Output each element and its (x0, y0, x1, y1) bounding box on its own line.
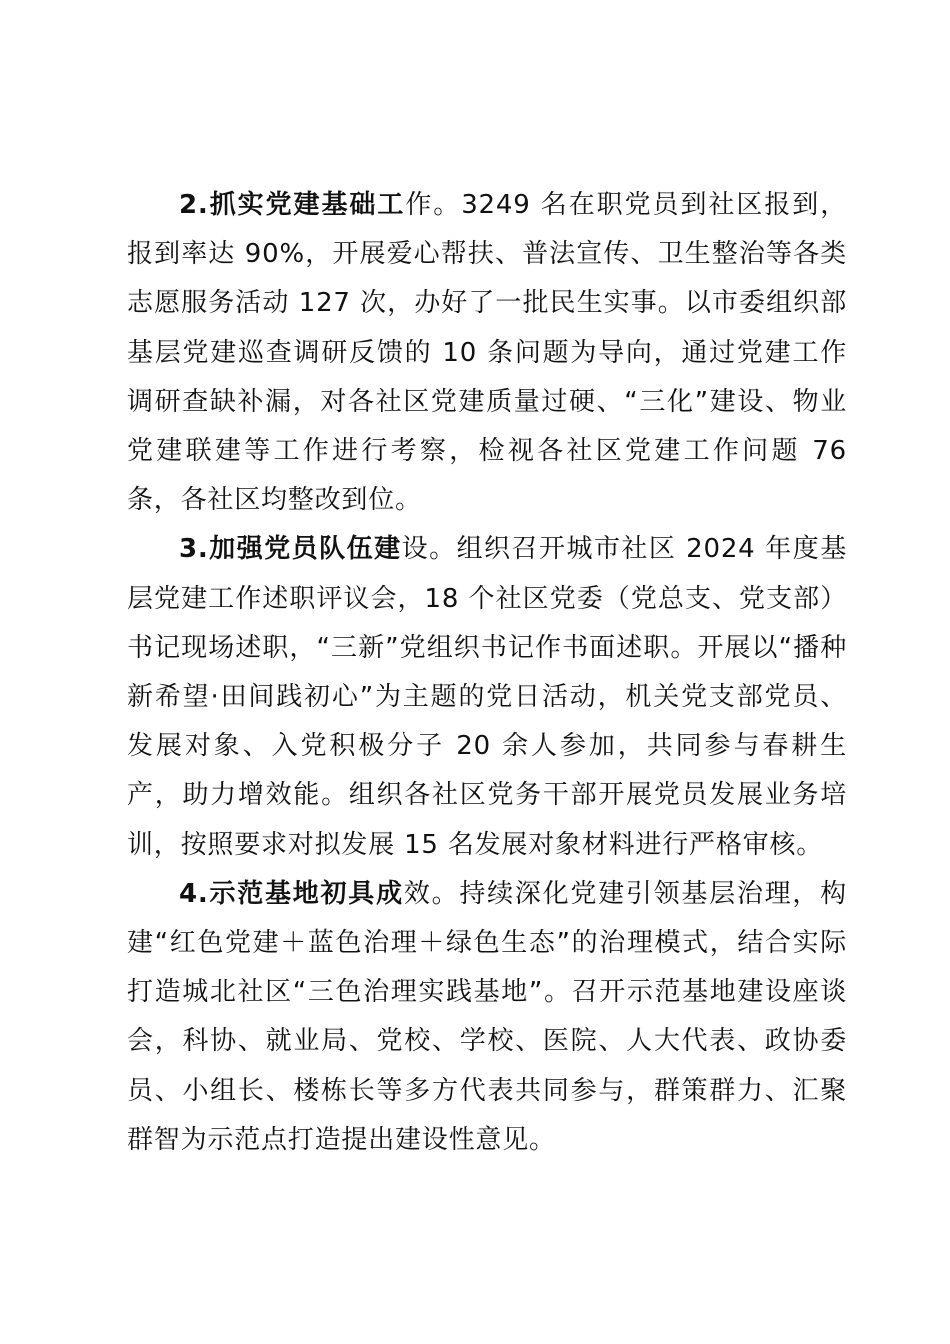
paragraph-body: 效。持续深化党建引领基层治理，构建“红色党建＋蓝色治理＋绿色生态”的治理模式，结合实际打造城北社区“三色治理实践基地”。召开示范基地建设座谈会，科协、就业局、党校、学校、医院、人大代表、政协委员、小组长、楼栋长等多方代表共同参与，群策群力、汇聚群智为示范点打造提出建设性意见。 (127, 878, 847, 1155)
paragraph-heading: 3.加强党员队伍建 (179, 534, 402, 565)
document-page (127, 181, 847, 1165)
paragraph-demo-base (127, 870, 847, 1165)
paragraph-party-team (127, 525, 847, 869)
paragraph-heading: 2.抓实党建基础工 (179, 190, 406, 220)
paragraph-body: 设。组织召开城市社区 2024 年度基层党建工作述职评议会，18 个社区党委（党总支、党支部）书记现场述职，“三新”党组织书记作书面述职。开展以“播种新希望·田间践初心”为主题的党日活动，机关党支部党员、发展对象、入党积极分子 20 余人参加，共同参与春耕生产，助力增效能。组织各社区党务干部开展党员发展业务培训，按照要求对拟发展 15 名发展对象材料进行严格审核。 (127, 534, 848, 860)
paragraph-heading: 4.示范基地初具成 (179, 878, 404, 909)
paragraph-body: 作。3249 名在职党员到社区报到，报到率达 90%，开展爱心帮扶、普法宣传、卫生整治等各类志愿服务活动 127 次，办好了一批民生实事。以市委组织部基层党建巡查调研反馈的 10 条问题为导向，通过党建工作调研查缺补漏，对各社区党建质量过硬、“三化”建设、物业党建联建等工作进行考察，检视各社区党建工作问题 76 条，各社区均整改到位。 (127, 190, 847, 516)
paragraph-party-foundation (127, 181, 847, 525)
